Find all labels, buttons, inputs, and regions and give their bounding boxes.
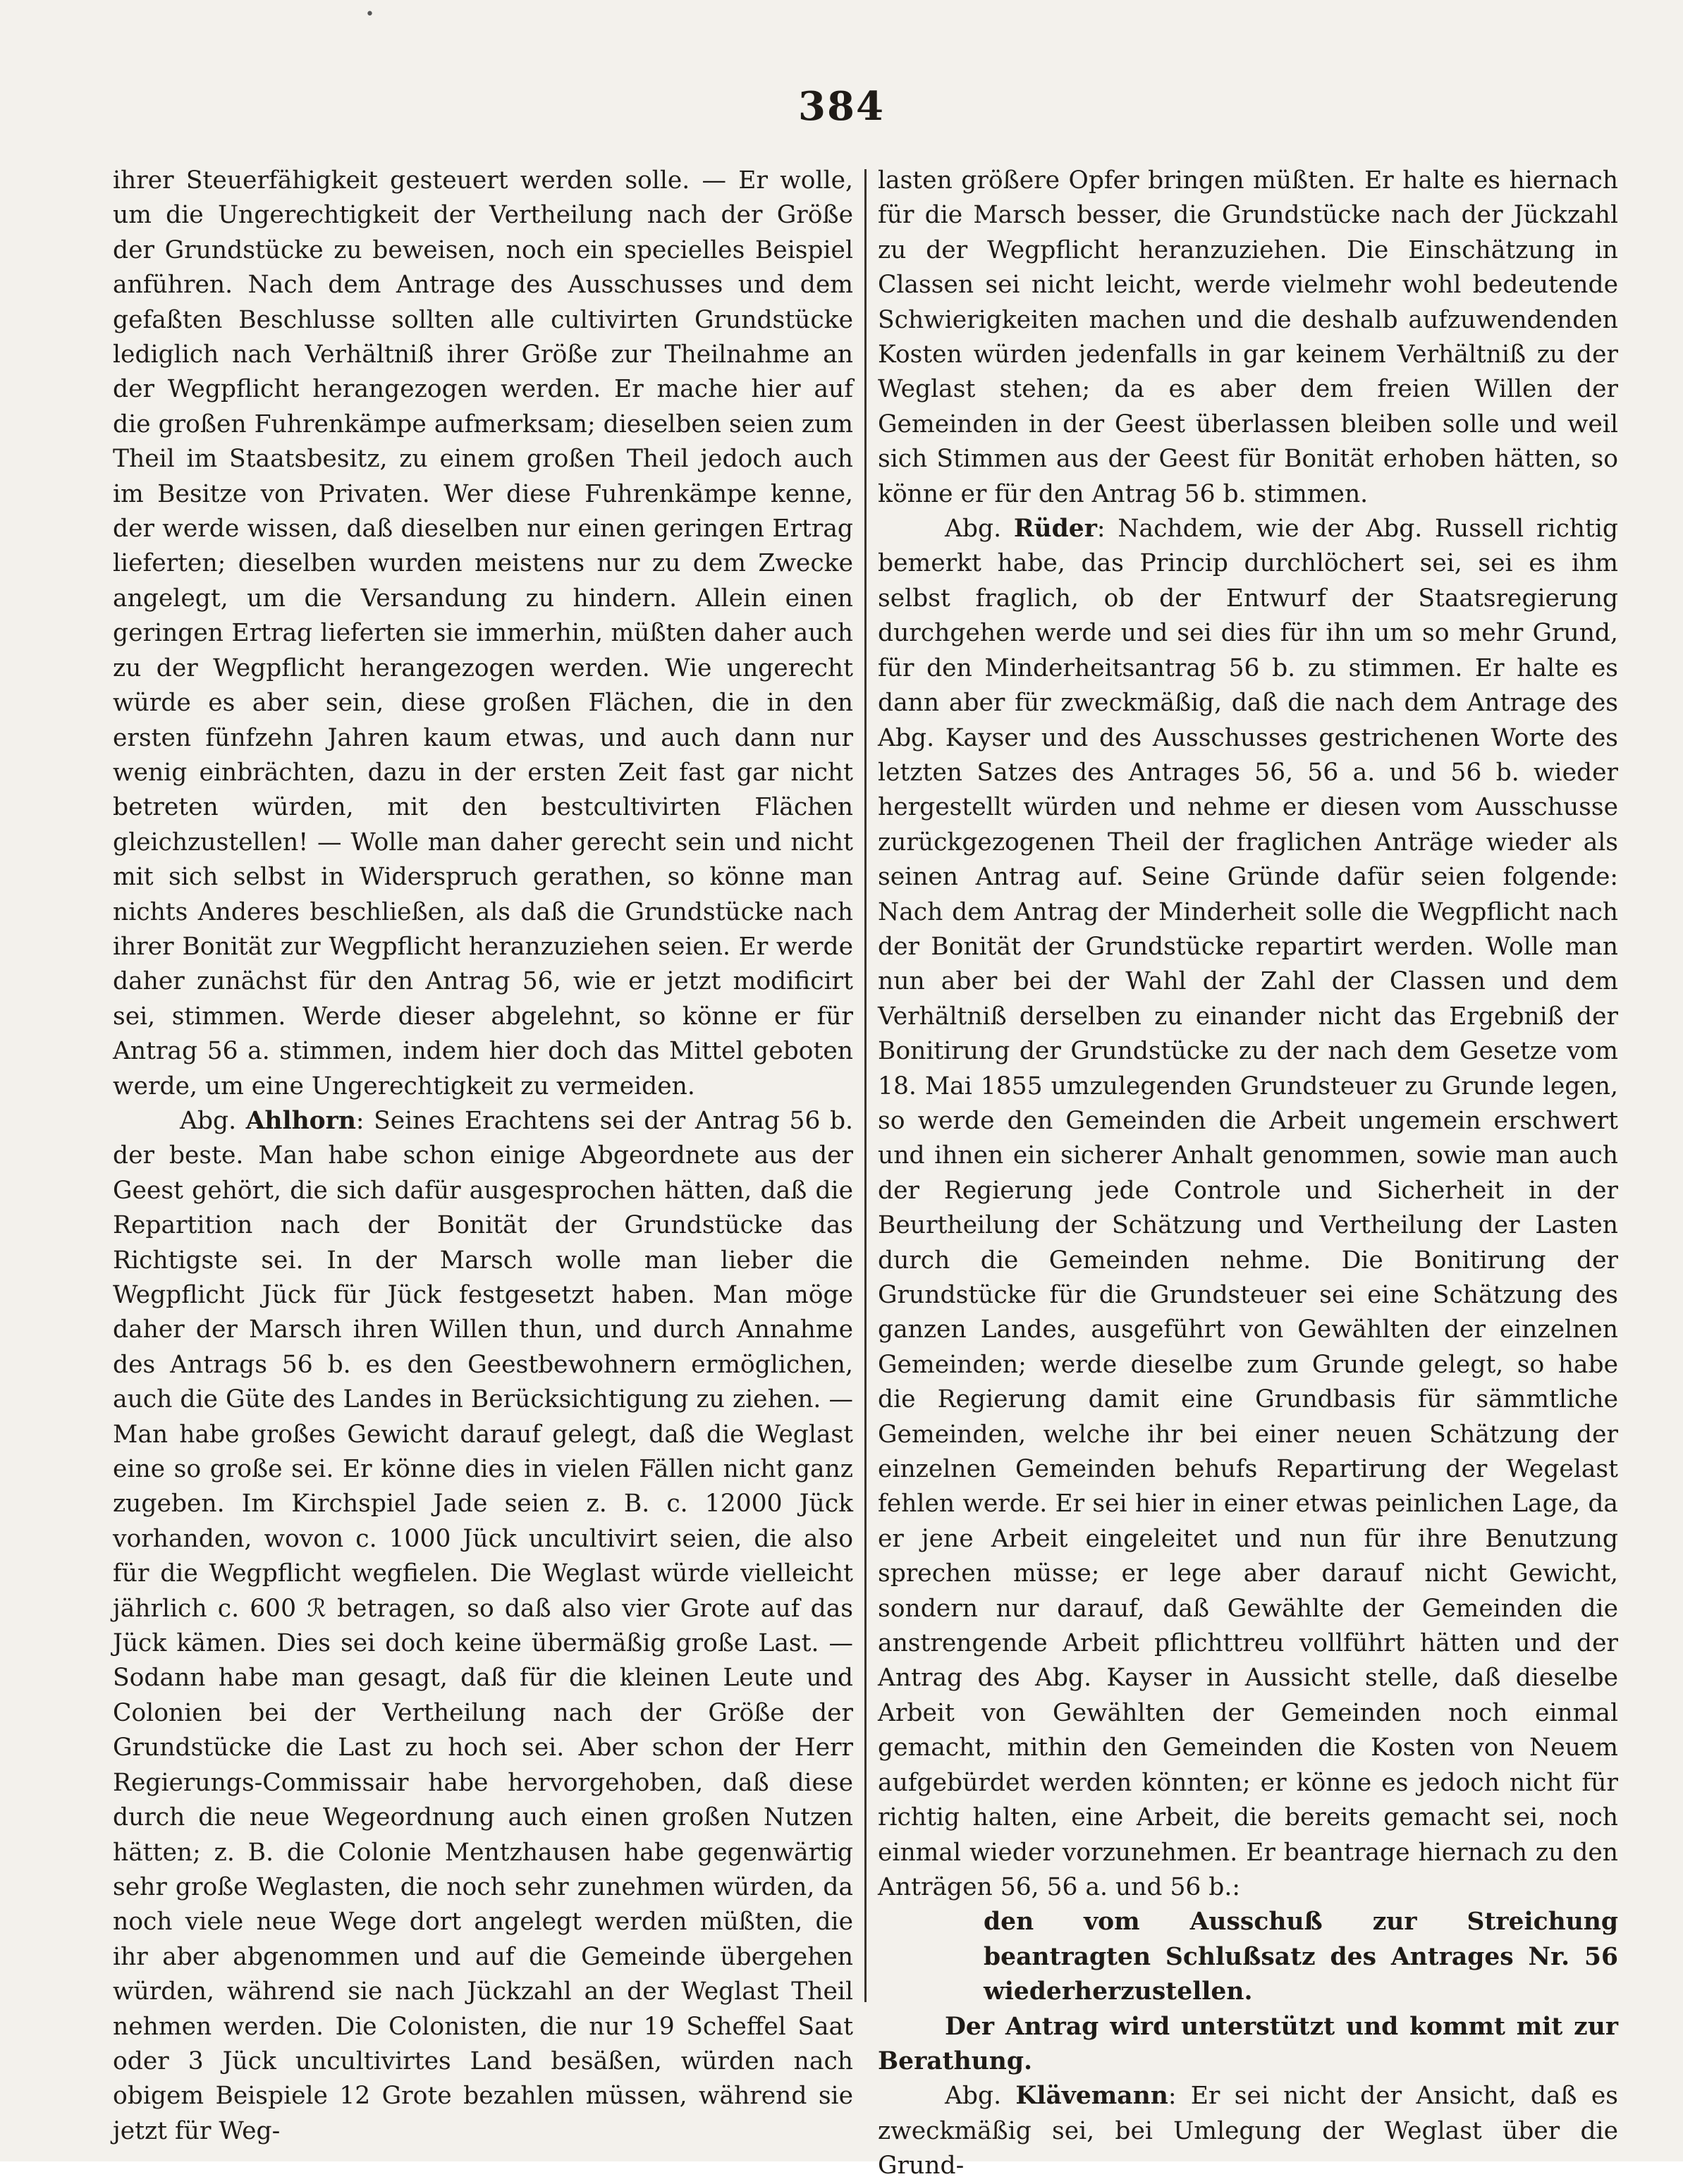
paragraph-continuation bbox=[878, 164, 1618, 512]
paragraph-speech-rueder bbox=[878, 512, 1618, 1905]
left-column bbox=[113, 164, 853, 2149]
motion-result bbox=[878, 2010, 1618, 2080]
paragraph-text: : Er sei nicht der Ansicht, daß es zweckmäßig sei, bei Umlegung der Weglast über die Grund- bbox=[878, 2082, 1618, 2180]
paragraph-text: den vom Ausschuß zur Streichung beantragten Schlußsatz des Antrages Nr. 56 wiederherzustellen. bbox=[984, 1908, 1618, 2006]
paragraph-speech-klaevemann bbox=[878, 2079, 1618, 2183]
paragraph-text: ihrer Steuerfähigkeit gesteuert werden solle. — Er wolle, um die Ungerechtigkeit der Vertheilung nach der Größe der Grundstücke zu beweisen, noch ein specielles Beispiel anführen. Nach dem Antrage des Ausschusses und dem gefaßten Beschlusse sollten alle cultivirten Grundstücke lediglich nach Verhältniß ihrer Größe zur Theilnahme an der Wegpflicht herangezogen werden. Er mache hier auf die großen Fuhrenkämpe aufmerksam; dieselben seien zum Theil im Staatsbesitz, zu einem großen Theil jedoch auch im Besitze von Privaten. Wer diese Fuhrenkämpe kenne, der werde wissen, daß dieselben nur einen geringen Ertrag lieferten; dieselben wurden meistens nur zu dem Zwecke angelegt, um die Versandung zu hindern. Allein einen geringen Ertrag lieferten sie immerhin, müßten daher auch zu der Wegpflicht herangezogen werden. Wie ungerecht würde es aber sein, diese großen Flächen, die in den ersten fünfzehn Jahren kaum etwas, und auch dann nur wenig einbrächten, dazu in der ersten Zeit fast gar nicht betreten würden, mit den bestcultivirten Flächen gleichzustellen! — Wolle man daher gerecht sein und nicht mit sich selbst in Widerspruch gerathen, so könne man nichts Anderes beschließen, als daß die Grundstücke nach ihrer Bonität zur Wegpflicht heranzuziehen seien. Er werde daher zunächst für den Antrag 56, wie er jetzt modificirt sei, stimmen. Werde dieser abgelehnt, so könne er für Antrag 56 a. stimmen, indem hier doch das Mittel geboten werde, um eine Ungerechtigkeit zu vermeiden. bbox=[113, 166, 853, 1100]
speaker-prefix: Abg. bbox=[180, 1106, 237, 1135]
right-column bbox=[878, 164, 1618, 2184]
column-divider bbox=[864, 169, 867, 2002]
paragraph-text: : Nachdem, wie der Abg. Russell richtig bemerkt habe, das Princip durchlöchert sei, sei es ihm selbst fraglich, ob der Entwurf der Staatsregierung durchgehen werde und sei dies für ihn um so mehr Grund, für den Minderheitsantrag 56 b. zu stimmen. Er halte es dann aber für zweckmäßig, daß die nach dem Antrage des Abg. Kayser und des Ausschusses gestrichenen Worte des letzten Satzes des Antrages 56, 56 a. und 56 b. wieder hergestellt würden und nehme er diesen vom Ausschusse zurückgezogenen Theil der fraglichen Anträge wieder als seinen Antrag auf. Seine Gründe dafür seien folgende: Nach dem Antrag der Minderheit solle die Wegpflicht nach der Bonität der Grundstücke repartirt werden. Wolle man nun aber bei der Wahl der Zahl der Classen und dem Verhältniß derselben zu einander nicht das Ergebniß der Bonitirung der Grundstücke zu der nach dem Gesetze vom 18. Mai 1855 umzulegenden Grundsteuer zu Grunde legen, so werde den Gemeinden die Arbeit ungemein erschwert und ihnen ein sicherer Anhalt genommen, sowie man auch der Regierung jede Controle und Sicherheit in der Beurtheilung der Schätzung und Vertheilung der Lasten durch die Gemeinden nehme. Die Bonitirung der Grundstücke für die Grundsteuer sei eine Schätzung des ganzen Landes, ausgeführt von Gewählten der einzelnen Gemeinden; werde dieselbe zum Grunde gelegt, so habe die Regierung damit eine Grundbasis für sämmtliche Gemeinden, welche ihr bei einer neuen Schätzung der einzelnen Gemeinden behufs Repartirung der Wegelast fehlen werde. Er sei hier in einer etwas peinlichen Lage, da er jene Arbeit eingeleitet und nun für ihre Benutzung sprechen müsse; er lege aber darauf nicht Gewicht, sondern nur darauf, daß Gewählte der Gemeinden die anstrengende Arbeit pflichttreu vollführt hätten und der Antrag des Abg. Kayser in Aussicht stelle, daß dieselbe Arbeit von Gewählten der Gemeinden noch einmal gemacht, mithin den Gemeinden die Kosten von Neuem aufgebürdet werden könnten; er könne es jedoch nicht für richtig halten, eine Arbeit, die bereits gemacht sei, noch einmal wieder vorzunehmen. Er beantrage hiernach zu den Anträgen 56, 56 a. und 56 b.: bbox=[878, 515, 1618, 1901]
speaker-prefix: Abg. bbox=[945, 515, 1002, 544]
paragraph-text: Der Antrag wird unterstützt und kommt mit zur Berathung. bbox=[878, 2012, 1618, 2075]
paragraph-text: : Seines Erachtens sei der Antrag 56 b. der beste. Man habe schon einige Abgeordnete aus der Geest gehört, die sich dafür ausgesprochen hätten, daß die Repartition nach der Bonität der Grundstücke das Richtigste sei. In der Marsch wolle man lieber die Wegpflicht Jück für Jück festgesetzt haben. Man möge daher der Marsch ihren Willen thun, und durch Annahme des Antrags 56 b. es den Geestbewohnern ermöglichen, auch die Güte des Landes in Berücksichtigung zu ziehen. — Man habe großes Gewicht darauf gelegt, daß die Weglast eine so große sei. Er könne dies in vielen Fällen nicht ganz zugeben. Im Kirchspiel Jade seien z. B. c. 12000 Jück vorhanden, wovon c. 1000 Jück uncultivirt seien, die also für die Wegpflicht wegfielen. Die Weglast würde vielleicht jährlich c. 600 ℛ betragen, so daß also vier Grote auf das Jück kämen. Dies sei doch keine übermäßig große Last. — Sodann habe man gesagt, daß für die kleinen Leute und Colonien bei der Vertheilung nach der Größe der Grundstücke die Last zu hoch sei. Aber schon der Herr Regierungs-Commissair habe hervorgehoben, daß diese durch die neue Wegeordnung auch einen großen Nutzen hätten; z. B. die Colonie Mentzhausen habe gegenwärtig sehr große Weglasten, die noch sehr zunehmen würden, da noch viele neue Wege dort angelegt werden müßten, die ihr aber abgenommen und auf die Gemeinde übergehen würden, während sie nach Jückzahl an der Weglast Theil nehmen werden. Die Colonisten, die nur 19 Scheffel Saat oder 3 Jück uncultivirtes Land besäßen, würden nach obigem Beispiele 12 Grote bezahlen müssen, während sie jetzt für Weg- bbox=[113, 1106, 853, 2145]
speaker-prefix: Abg. bbox=[945, 2082, 1002, 2111]
speaker-name: Klävemann bbox=[1015, 2082, 1168, 2111]
paragraph-continuation bbox=[113, 164, 853, 1104]
page-number: 384 bbox=[798, 83, 885, 130]
speaker-name: Ahlhorn bbox=[245, 1106, 356, 1135]
paragraph-text: lasten größere Opfer bringen müßten. Er halte es hiernach für die Marsch besser, die Grundstücke nach der Jückzahl zu der Wegpflicht heranzuziehen. Die Einschätzung in Classen sei nicht leicht, werde vielmehr wohl bedeutende Schwierigkeiten machen und die deshalb aufzuwendenden Kosten würden jedenfalls in gar keinem Verhältniß zu der Weglast stehen; da es aber dem freien Willen der Gemeinden in der Geest überlassen bleiben solle und weil sich Stimmen aus der Geest für Bonität erhoben hätten, so könne er für den Antrag 56 b. stimmen. bbox=[878, 166, 1618, 508]
paragraph-speech-ahlhorn bbox=[113, 1104, 853, 2149]
motion-text bbox=[878, 1905, 1618, 2009]
speaker-name: Rüder bbox=[1013, 515, 1097, 544]
print-speck: • bbox=[365, 6, 374, 23]
